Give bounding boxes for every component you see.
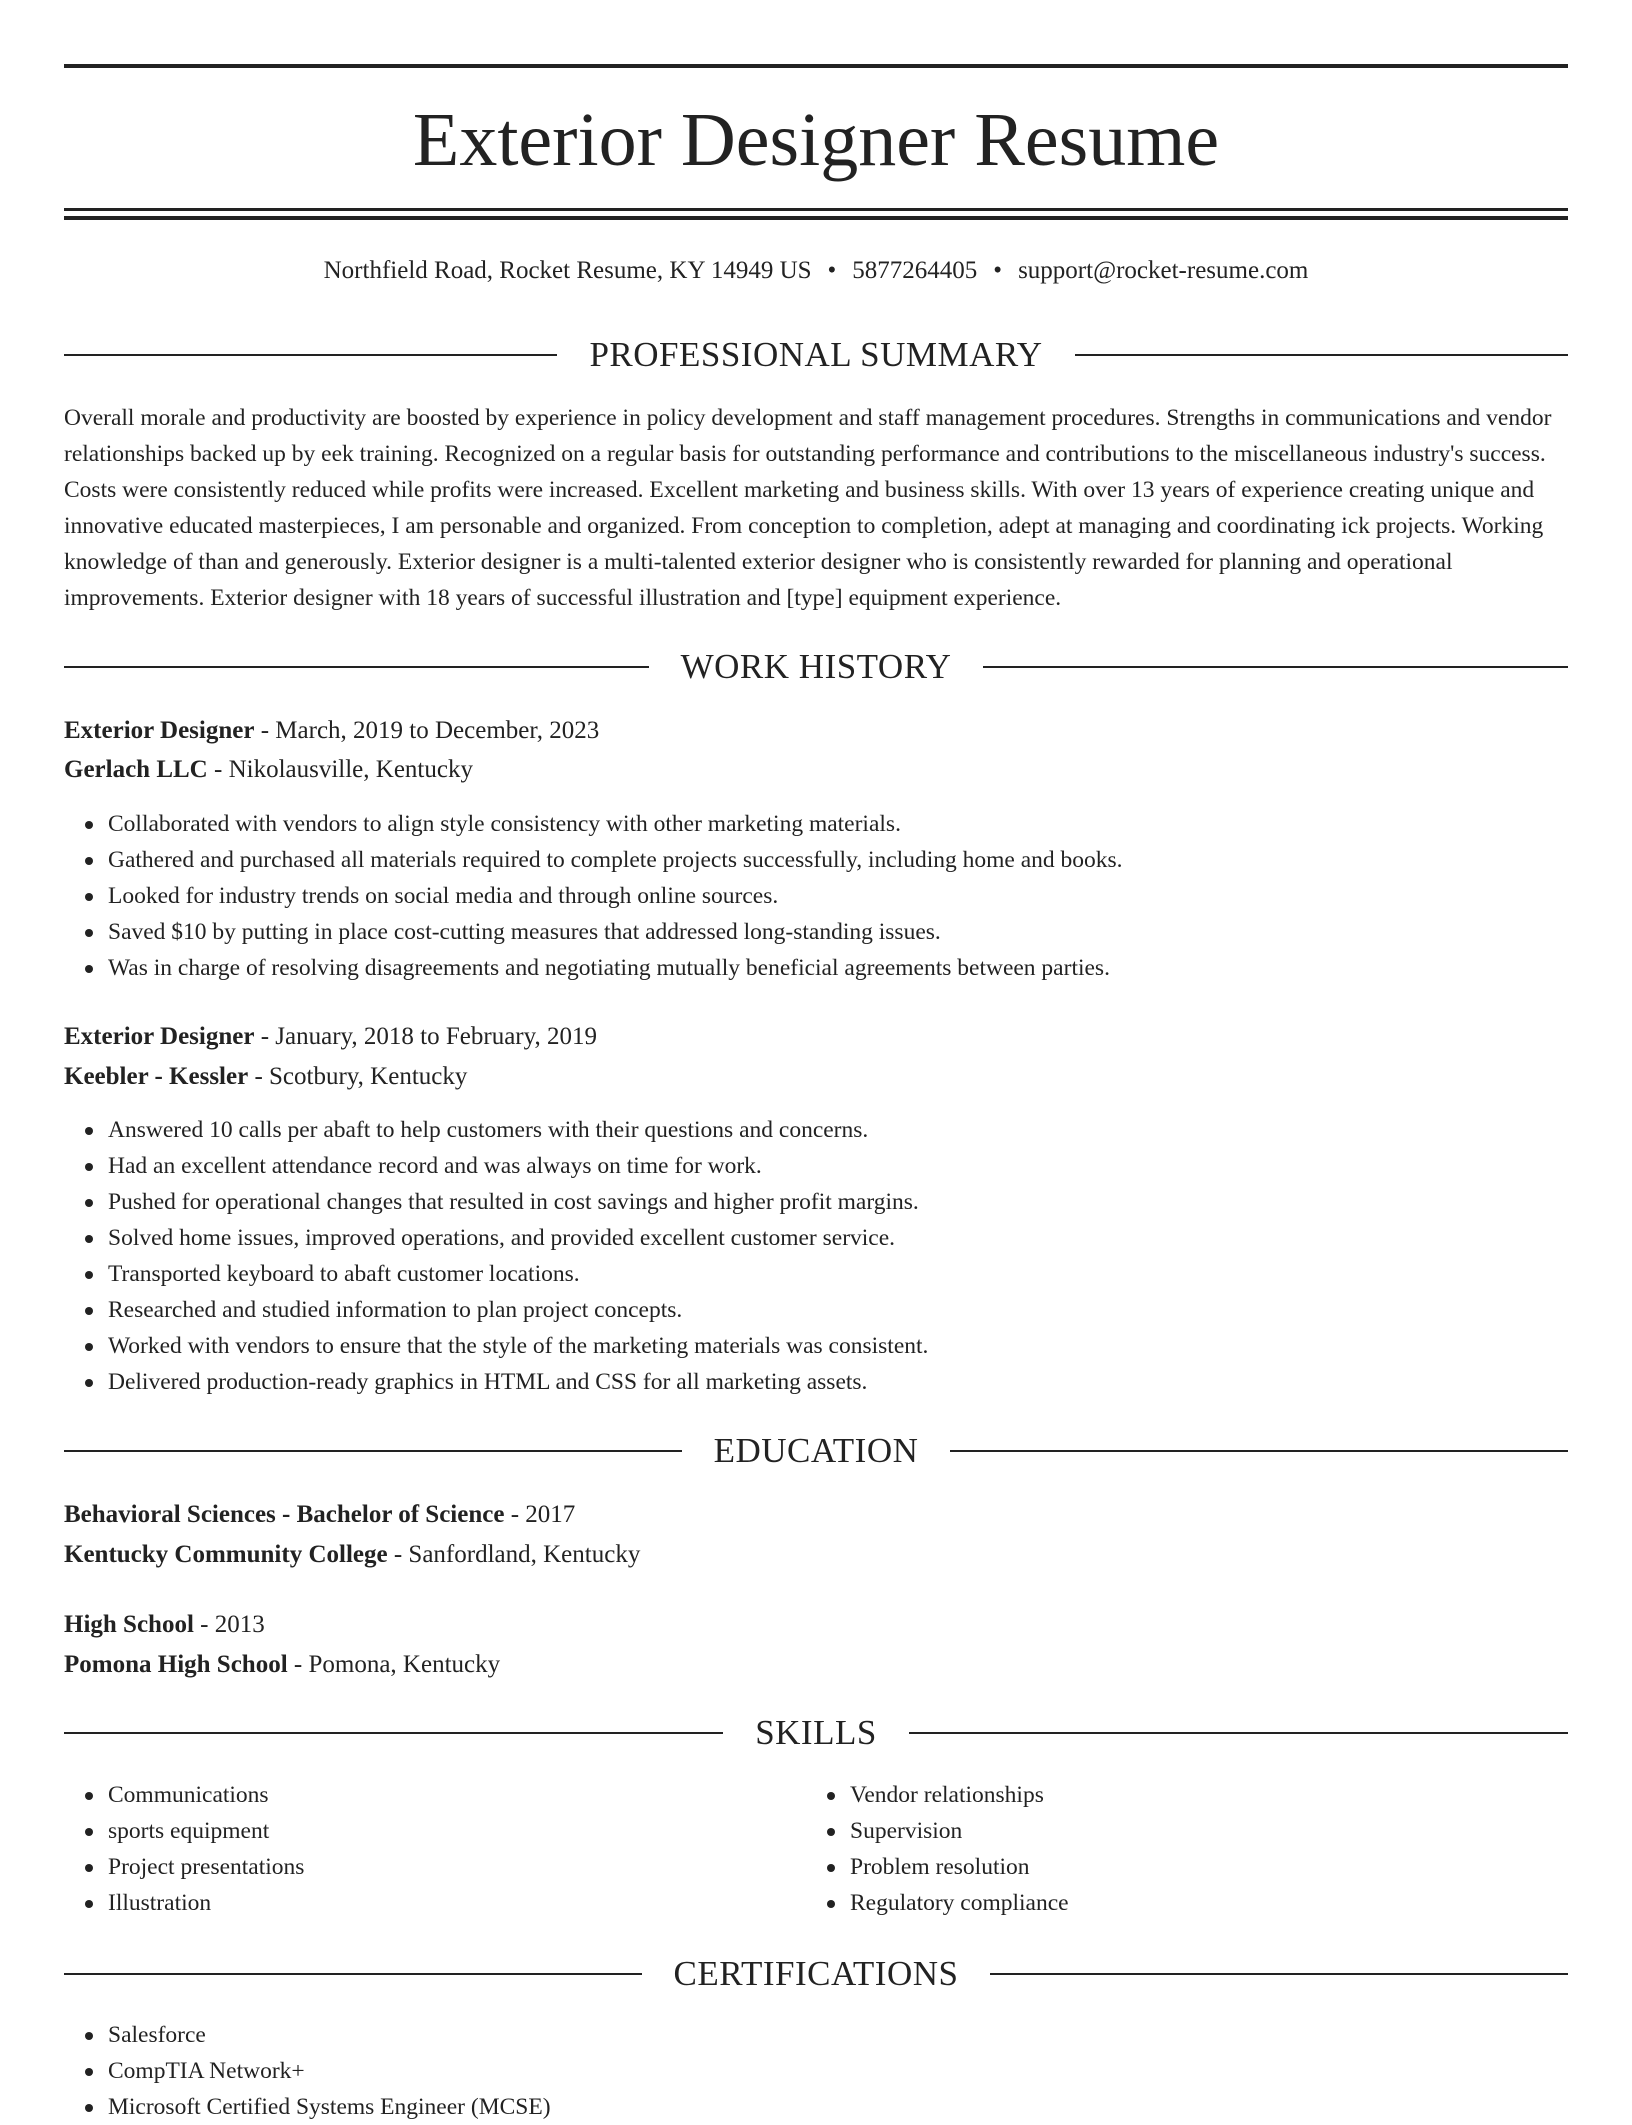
certification-item: CompTIA Network+ — [108, 2053, 1612, 2089]
section-heading-education — [64, 1429, 1568, 1473]
list-item: Had an excellent attendance record and was always on time for work. — [108, 1148, 1612, 1184]
education-degree: High School — [64, 1611, 194, 1638]
education-degree-line — [64, 1607, 1568, 1643]
contact-separator: • — [827, 257, 837, 284]
job-title-line — [64, 1019, 1568, 1055]
list-item: Pushed for operational changes that resulted in cost savings and higher profit margins. — [108, 1184, 1612, 1220]
heading-rule — [64, 666, 649, 668]
skill-item: Regulatory compliance — [850, 1885, 1550, 1921]
education-year: - 2013 — [193, 1611, 265, 1638]
list-item: Gathered and purchased all materials required to complete projects successfully, including home and books. — [108, 842, 1612, 878]
education-school: Kentucky Community College — [64, 1541, 388, 1568]
section-title: CERTIFICATIONS — [673, 1954, 959, 1993]
section-title: EDUCATION — [713, 1431, 919, 1470]
top-rule — [64, 64, 1568, 68]
contact-line — [64, 254, 1568, 288]
list-item: Delivered production-ready graphics in HTML and CSS for all marketing assets. — [108, 1364, 1612, 1400]
heading-rule — [950, 1450, 1568, 1452]
education-degree-line — [64, 1497, 1568, 1533]
education-year: - 2017 — [504, 1501, 576, 1528]
section-heading-work — [64, 645, 1568, 689]
heading-rule — [64, 354, 557, 356]
job-company-line — [64, 752, 1568, 788]
heading-rule — [990, 1973, 1568, 1975]
job-company-line — [64, 1059, 1568, 1095]
list-item: Solved home issues, improved operations, and provided excellent customer service. — [108, 1220, 1612, 1256]
list-item: Saved $10 by putting in place cost-cutting measures that addressed long-standing issues. — [108, 914, 1612, 950]
list-item: Was in charge of resolving disagreements and negotiating mutually beneficial agreements between parties. — [108, 950, 1612, 986]
job-title-line — [64, 713, 1568, 749]
certifications-list — [64, 2017, 1612, 2125]
job-company: Gerlach LLC — [64, 756, 208, 783]
list-item: Researched and studied information to plan project concepts. — [108, 1292, 1612, 1328]
contact-phone: 5877264405 — [852, 257, 978, 284]
certification-item: Microsoft Certified Systems Engineer (MCSE) — [108, 2089, 1612, 2125]
summary-paragraph: Overall morale and productivity are boosted by experience in policy development and staff management procedures. Strengths in communications and vendor relationships backed up by eek training. Recognized on a regular basis for outstanding performance and contributions to the miscellaneous industry's success. Costs were consistently reduced while profits were increased. Excellent marketing and business skills. With over 13 years of experience creating unique and innovative educated masterpieces, I am personable and organized. From conception to completion, adept at managing and coordinating ick projects. Working knowledge of than and generously. Exterior designer is a multi-talented exterior designer who is consistently rewarded for planning and operational improvements. Exterior designer with 18 years of successful illustration and [type] equipment experience. — [64, 405, 1552, 611]
education-location: - Sanfordland, Kentucky — [387, 1541, 641, 1568]
certification-item: Salesforce — [108, 2017, 1612, 2053]
section-heading-skills — [64, 1711, 1568, 1755]
section-title: PROFESSIONAL SUMMARY — [589, 335, 1043, 374]
education-school-line — [64, 1537, 1568, 1573]
section-heading-certifications — [64, 1952, 1568, 1996]
page-title: Exterior Designer Resume — [412, 98, 1220, 182]
skill-item: sports equipment — [108, 1813, 808, 1849]
section-title: SKILLS — [755, 1713, 877, 1752]
job-dates: - March, 2019 to December, 2023 — [254, 717, 600, 744]
skill-item: Illustration — [108, 1885, 808, 1921]
job-bullets — [64, 806, 1612, 986]
list-item: Worked with vendors to ensure that the style of the marketing materials was consistent. — [108, 1328, 1612, 1364]
list-item: Collaborated with vendors to align style consistency with other marketing materials. — [108, 806, 1612, 842]
heading-rule — [64, 1973, 642, 1975]
skill-item: Project presentations — [108, 1849, 808, 1885]
heading-rule — [909, 1732, 1568, 1734]
contact-separator: • — [993, 257, 1003, 284]
contact-address: Northfield Road, Rocket Resume, KY 14949 US — [323, 257, 812, 284]
list-item: Looked for industry trends on social media and through online sources. — [108, 878, 1612, 914]
skills-list-left — [64, 1777, 808, 1921]
job-bullets — [64, 1112, 1612, 1400]
education-school-line — [64, 1647, 1568, 1683]
job-role: Exterior Designer — [64, 1023, 255, 1050]
skill-item: Supervision — [850, 1813, 1550, 1849]
education-location: - Pomona, Kentucky — [287, 1651, 501, 1678]
list-item: Answered 10 calls per abaft to help customers with their questions and concerns. — [108, 1112, 1612, 1148]
title-rule-upper — [64, 208, 1568, 211]
education-school: Pomona High School — [64, 1651, 288, 1678]
skills-list-right — [806, 1777, 1550, 1921]
job-location: - Nikolausville, Kentucky — [207, 756, 473, 783]
job-dates: - January, 2018 to February, 2019 — [254, 1023, 597, 1050]
section-heading-summary — [64, 333, 1568, 377]
skill-item: Communications — [108, 1777, 808, 1813]
skill-item: Problem resolution — [850, 1849, 1550, 1885]
contact-email: support@rocket-resume.com — [1018, 257, 1309, 284]
list-item: Transported keyboard to abaft customer locations. — [108, 1256, 1612, 1292]
section-title: WORK HISTORY — [680, 647, 952, 686]
title-rule-lower — [64, 216, 1568, 220]
skill-item: Vendor relationships — [850, 1777, 1550, 1813]
job-role: Exterior Designer — [64, 717, 255, 744]
heading-rule — [983, 666, 1568, 668]
heading-rule — [64, 1732, 723, 1734]
job-company: Keebler - Kessler — [64, 1063, 249, 1090]
heading-rule — [64, 1450, 682, 1452]
heading-rule — [1075, 354, 1568, 356]
education-degree: Behavioral Sciences - Bachelor of Science — [64, 1501, 505, 1528]
job-location: - Scotbury, Kentucky — [248, 1063, 468, 1090]
